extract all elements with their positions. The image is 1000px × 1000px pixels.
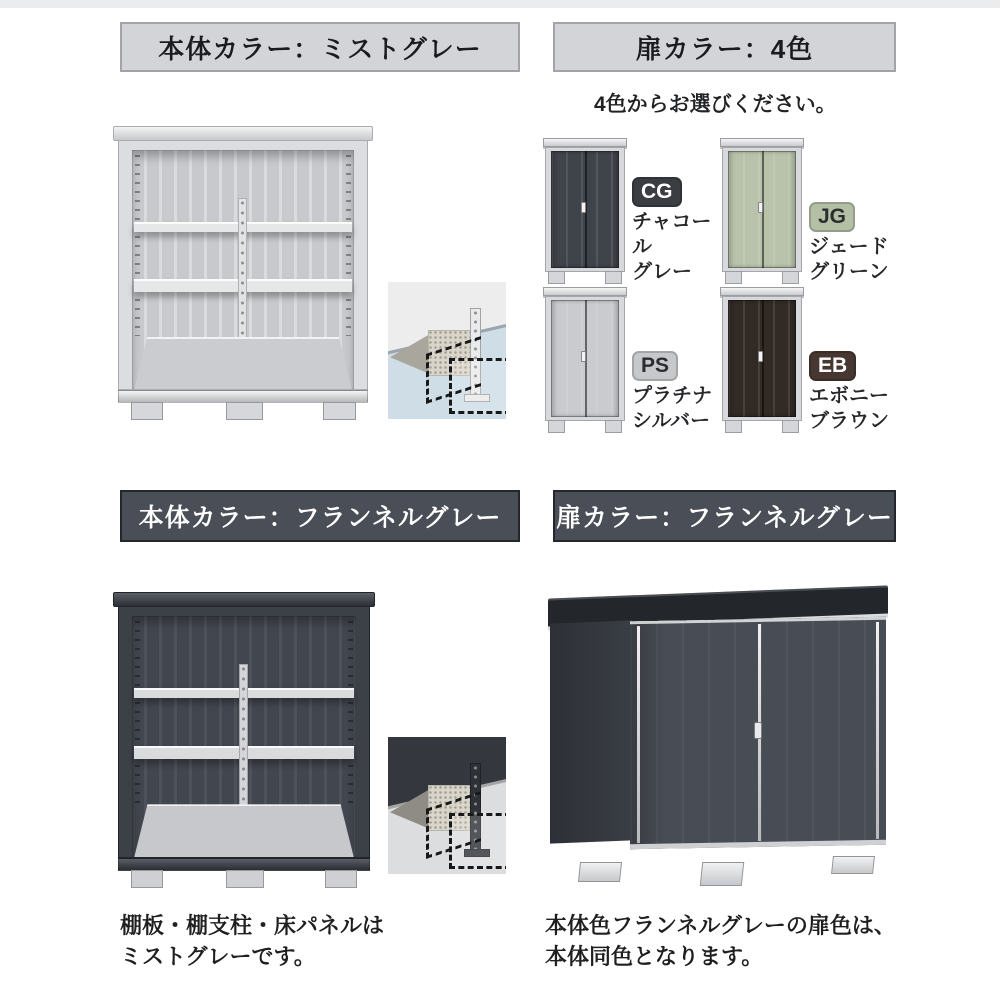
shed-roof	[113, 592, 375, 607]
door-color-option-jg	[722, 138, 898, 287]
mini-shed-doors	[728, 151, 796, 268]
floor-panel	[134, 804, 354, 857]
mini-shed-foot	[605, 420, 622, 433]
shed-foot	[325, 870, 358, 888]
door-color-name-line2: グリーン	[809, 261, 889, 283]
mini-shed-foot	[782, 420, 799, 433]
mist-gray-open-shed-illustration	[118, 126, 368, 420]
shed-foot	[831, 856, 875, 874]
mini-shed-doors	[728, 300, 796, 417]
door-color-name-line1: ジェード	[809, 236, 889, 258]
mini-shed-foot	[605, 271, 622, 284]
door-color-option-ps	[545, 287, 721, 436]
top-letterbox-bar	[0, 0, 1000, 8]
mini-shed-foot	[782, 271, 799, 284]
mini-shed-foot	[548, 420, 565, 433]
door-color-option-text	[809, 351, 889, 434]
shelf-support-detail-inset-flannel	[388, 737, 506, 874]
door-color-option-eb	[722, 287, 898, 436]
door-color-option-text	[632, 177, 721, 285]
door-trim-right	[876, 622, 879, 839]
mini-shed-roof	[543, 287, 628, 296]
door-color-option-text	[632, 351, 712, 434]
shed-foot	[226, 402, 264, 420]
door-handle	[758, 202, 763, 213]
perforated-rail-right	[348, 621, 353, 804]
floor-panel	[134, 337, 352, 389]
door-flannel-note	[545, 910, 896, 972]
mini-shed-roof	[720, 138, 805, 147]
dashed-cube-outline	[449, 813, 506, 869]
door-colors-header-label: 扉カラー：4色	[635, 33, 814, 64]
door-color-name-line2: グレー	[632, 261, 692, 283]
shelf-support-detail-inset-mist	[388, 282, 506, 419]
body-mist-header	[120, 22, 520, 72]
door-handle	[754, 722, 762, 739]
door-flannel-header	[553, 490, 896, 542]
perforated-rail-right	[346, 155, 351, 337]
note-line: ミストグレーです。	[120, 944, 316, 969]
perforated-rail-left	[135, 155, 140, 337]
shed-interior	[132, 150, 354, 389]
mini-shed-body	[722, 296, 802, 421]
mini-shed-body	[722, 147, 802, 272]
door-handle	[581, 202, 586, 213]
shed-body-frame	[118, 140, 368, 390]
dashed-cube-outline	[449, 358, 506, 414]
door-trim-left	[637, 626, 640, 843]
body-flannel-header-label: 本体カラー：フランネルグレー	[138, 504, 502, 532]
door-color-option-cg	[545, 138, 721, 287]
mini-shed-roof	[720, 287, 805, 296]
perforated-rail-left	[135, 621, 140, 804]
shed-foot	[131, 870, 164, 888]
shed-roof	[113, 126, 373, 141]
mini-shed-doors	[551, 300, 619, 417]
flannel-gray-open-shed-illustration	[118, 592, 370, 888]
door-color-option-text	[809, 202, 889, 285]
shed-foot	[700, 862, 745, 886]
mini-shed-ebony-brown	[722, 287, 802, 433]
shed-side-panel	[550, 620, 632, 843]
door-color-code-badge: JG	[809, 202, 855, 232]
mini-shed-foot	[725, 420, 742, 433]
body-flannel-header	[120, 490, 520, 542]
mini-shed-body	[545, 147, 625, 272]
body-mist-header-label: 本体カラー：ミストグレー	[158, 33, 482, 64]
shed-foot	[131, 402, 164, 420]
shed-sliding-doors	[630, 617, 886, 849]
mini-shed-foot	[725, 271, 742, 284]
shed-foot	[226, 870, 264, 888]
body-flannel-note	[120, 910, 384, 972]
mini-shed-charcoal-gray	[545, 138, 625, 284]
mini-shed-platinum-silver	[545, 287, 625, 433]
door-colors-header	[553, 22, 896, 72]
mini-shed-doors	[551, 151, 619, 268]
mini-shed-foot	[548, 271, 565, 284]
door-handle	[758, 351, 763, 362]
note-line: 棚板・棚支柱・床パネルは	[120, 913, 385, 938]
door-color-name-line1: プラチナ	[632, 385, 712, 407]
door-color-name-line2: ブラウン	[809, 410, 889, 432]
door-handle	[581, 351, 586, 362]
door-color-code-badge: CG	[632, 177, 682, 207]
door-colors-subtitle: 4色からお選びください。	[594, 93, 837, 116]
door-color-name-line2: シルバー	[632, 410, 711, 432]
shed-interior	[132, 616, 356, 857]
door-color-name-line1: チャコール	[632, 211, 712, 258]
door-color-name-line1: エボニー	[809, 385, 889, 407]
mini-shed-jade-green	[722, 138, 802, 284]
shed-foot	[578, 862, 622, 882]
shed-body-frame	[118, 606, 370, 858]
note-line: 本体色フランネルグレーの扉色は、	[545, 913, 896, 938]
note-line: 本体同色となります。	[545, 944, 764, 969]
door-color-code-badge: PS	[632, 351, 678, 381]
flannel-gray-closed-shed-illustration	[548, 586, 888, 886]
door-flannel-header-label: 扉カラー：フランネルグレー	[556, 504, 893, 532]
mini-shed-body	[545, 296, 625, 421]
mini-shed-roof	[543, 138, 628, 147]
door-color-code-badge: EB	[809, 351, 856, 381]
shed-foot	[323, 402, 356, 420]
